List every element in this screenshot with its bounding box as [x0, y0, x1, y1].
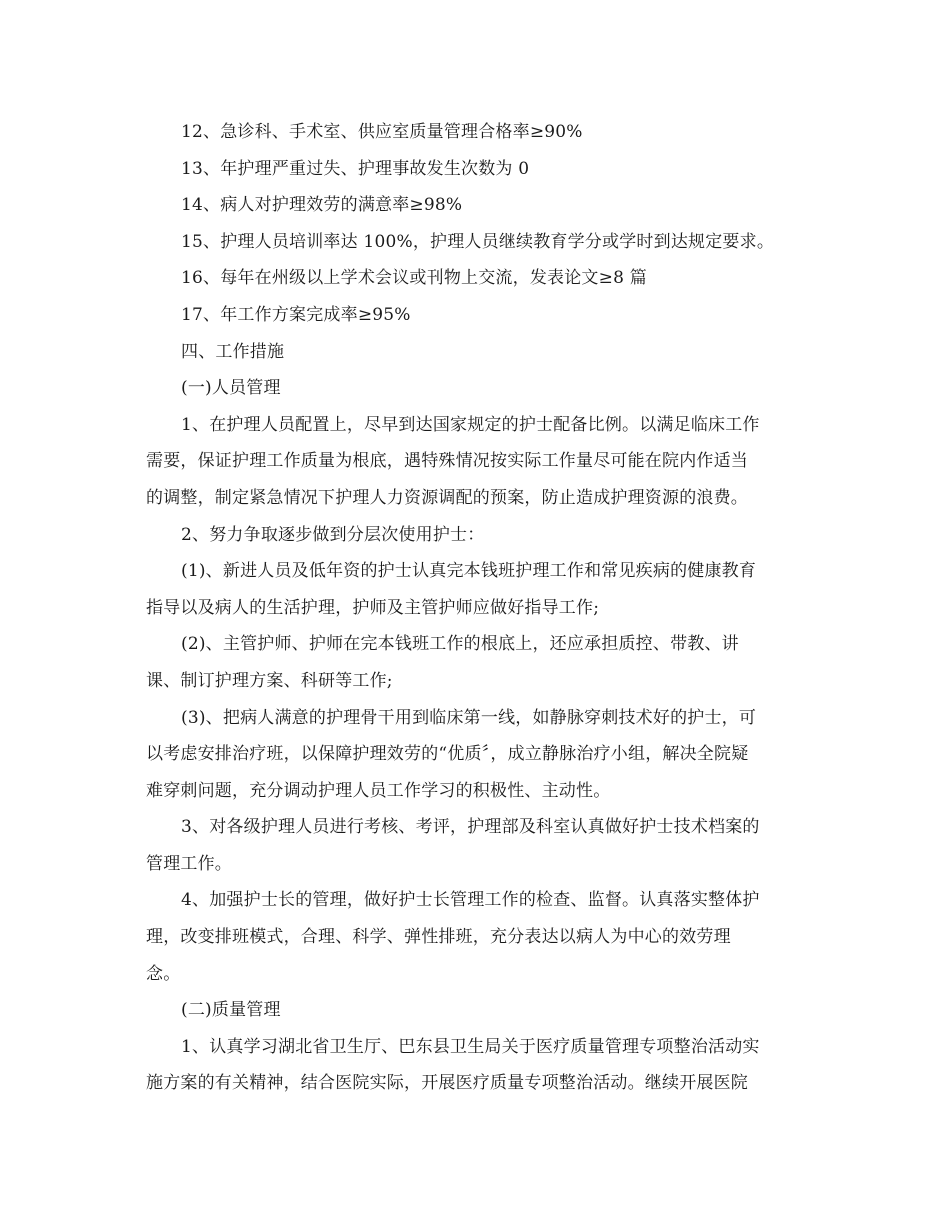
text-line: 理，改变排班模式，合理、科学、弹性排班，充分表达以病人为中心的效劳理: [146, 927, 731, 948]
text-line: 管理工作。: [146, 853, 232, 874]
goal-item-17: [146, 297, 811, 334]
subsection-heading-personnel: [146, 370, 811, 407]
text-line: 1、在护理人员配置上，尽早到达国家规定的护士配备比例。以满足临床工作: [181, 414, 760, 435]
text-line: 12、急诊科、手术室、供应室质量管理合格率≥90%: [181, 122, 583, 142]
goal-item-12: [146, 114, 811, 151]
text-line: 4、加强护士长的管理，做好护士长管理工作的检查、监督。认真落实整体护: [181, 890, 760, 911]
goal-item-16: [146, 260, 811, 297]
text-line: (2)、主管护师、护师在完本钱班工作的根底上，还应承担质控、带教、讲: [181, 634, 739, 655]
section-heading-measures: [146, 334, 811, 371]
heading-line: (一)人员管理: [181, 378, 281, 399]
document-body: [146, 114, 811, 1102]
text-line: 念。: [146, 963, 181, 984]
text-line: (3)、把病人满意的护理骨干用到临床第一线，如静脉穿刺技术好的护士，可: [181, 707, 757, 728]
paragraph-assessment: [146, 809, 811, 882]
text-line: 3、对各级护理人员进行考核、考评，护理部及科室认真做好护士技术档案的: [181, 817, 760, 838]
text-line: 14、病人对护理效劳的满意率≥98%: [181, 195, 463, 216]
text-line: 1、认真学习湖北省卫生厅、巴东县卫生局关于医疗质量管理专项整治活动实: [181, 1036, 760, 1057]
goal-item-13: [146, 151, 811, 188]
heading-line: (二)质量管理: [181, 1000, 281, 1021]
text-line: 17、年工作方案完成率≥95%: [181, 304, 411, 325]
goal-item-15: [146, 224, 811, 261]
paragraph-tiered-nursing: [146, 517, 811, 554]
text-line: 难穿刺问题，充分调动护理人员工作学习的积极性、主动性。: [146, 780, 611, 801]
text-line: 的调整，制定紧急情况下护理人力资源调配的预案，防止造成护理资源的浪费。: [146, 487, 748, 508]
paragraph-tier-2: [146, 626, 811, 699]
heading-line: 四、工作措施: [181, 341, 285, 362]
text-line: 2、努力争取逐步做到分层次使用护士：: [181, 524, 485, 545]
goal-item-14: [146, 187, 811, 224]
text-line: 课、制订护理方案、科研等工作;: [146, 670, 393, 691]
text-line: 13、年护理严重过失、护理事故发生次数为 0: [181, 158, 530, 179]
text-line: (1)、新进人员及低年资的护士认真完本钱班护理工作和常见疾病的健康教育: [181, 561, 757, 582]
paragraph-tier-1: [146, 553, 811, 626]
text-line: 15、护理人员培训率达 100%，护理人员继续教育学分或学时到达规定要求。: [181, 231, 775, 252]
text-line: 施方案的有关精神，结合医院实际，开展医疗质量专项整治活动。继续开展医院: [146, 1073, 748, 1094]
subsection-heading-quality: [146, 992, 811, 1029]
paragraph-head-nurse: [146, 882, 811, 992]
paragraph-tier-3: [146, 700, 811, 810]
text-line: 16、每年在州级以上学术会议或刊物上交流，发表论文≥8 篇: [181, 268, 647, 289]
text-line: 需要，保证护理工作质量为根底，遇特殊情况按实际工作量尽可能在院内作适当: [146, 451, 748, 472]
paragraph-staffing: [146, 407, 811, 517]
text-line: 指导以及病人的生活护理，护师及主管护师应做好指导工作;: [146, 597, 600, 618]
paragraph-quality-study: [146, 1029, 811, 1102]
text-line: 以考虑安排治疗班，以保障护理效劳的“优质〞，成立静脉治疗小组，解决全院疑: [146, 744, 749, 765]
